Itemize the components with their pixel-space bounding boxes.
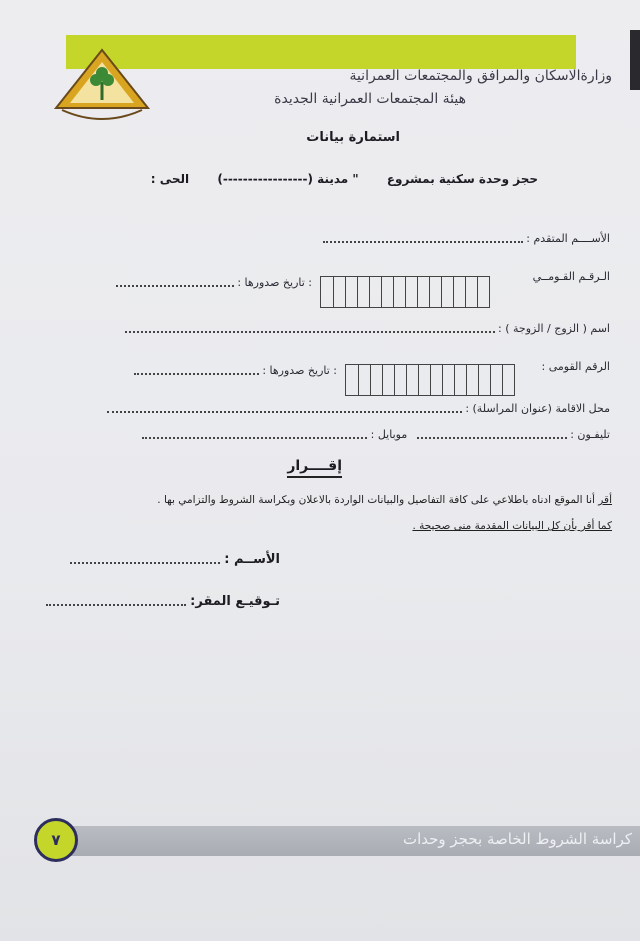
signature-sign-label: تـوقيـع المقر: [190, 594, 280, 609]
applicant-name-label: الأســــم المتقدم : [526, 232, 610, 245]
residence-label: محل الاقامة (عنوان المراسلة) : [465, 402, 610, 415]
spouse-national-id-boxes[interactable] [345, 364, 515, 396]
spouse-issue-date-row [134, 364, 337, 377]
signature-name-label: الأســم : [224, 552, 280, 567]
mobile-field[interactable] [142, 431, 367, 439]
national-id-label: الـرقـم القـومــي [532, 270, 610, 283]
national-id-label-wrap [533, 270, 610, 283]
page-edge-shadow [630, 30, 640, 90]
applicant-name-row [323, 232, 610, 245]
spouse-name-field[interactable] [125, 325, 495, 333]
spouse-issue-date-field[interactable] [134, 367, 259, 375]
applicant-name-field[interactable] [323, 235, 523, 243]
project-line [127, 172, 538, 186]
declaration-line-2: كما أقر بأن كل البيانات المقدمة منى صحيحة . [412, 520, 612, 532]
issue-date-label: : تاريخ صدورها : [237, 276, 312, 289]
issue-date-field[interactable] [116, 279, 234, 287]
authority-name: هيئة المجتمعات العمرانية الجديدة [274, 91, 466, 107]
telephone-label: تليفـون : [570, 428, 610, 441]
spouse-national-id-label-wrap [542, 360, 610, 373]
declaration-title: إقــــرار [287, 458, 342, 478]
mobile-label: موبايل : [370, 428, 408, 441]
page-number: ٧ [34, 818, 78, 862]
issue-date-row [116, 276, 312, 289]
project-district-label: الحى : [150, 172, 190, 186]
spouse-issue-date-label: : تاريخ صدورها : [262, 364, 337, 377]
declaration-line-1-text: أنا الموقع ادناه باطلاعي على كافة التفاصيل والبيانات الواردة بالاعلان وبكراسة الشروط والتزامي بها . [157, 494, 599, 506]
national-id-boxes[interactable] [320, 276, 490, 308]
declaration-prefix: أقر [598, 494, 612, 506]
spouse-national-id-label: الرقم القومى : [541, 360, 610, 373]
telephone-row [142, 428, 610, 441]
project-city-label: " مدينة (-----------------) [217, 172, 359, 186]
form-title: استمارة بيانات [306, 130, 400, 145]
residence-field[interactable] [107, 405, 462, 413]
spouse-name-label: اسم ( الزوج / الزوجة ) : [498, 322, 610, 335]
signature-sign-field[interactable] [46, 598, 186, 606]
residence-row [107, 402, 610, 415]
signature-sign-row [46, 594, 280, 609]
spouse-name-row [125, 322, 610, 335]
signature-name-field[interactable] [70, 556, 220, 564]
declaration-line-1 [157, 494, 612, 506]
footer-title: كراسة الشروط الخاصة بحجز وحدات [402, 830, 632, 848]
ministry-name: وزارةالاسكان والمرافق والمجتمعات العمرانية [349, 68, 612, 84]
telephone-field[interactable] [417, 431, 567, 439]
project-booking-label: حجز وحدة سكنية بمشروع [386, 172, 538, 186]
signature-name-row [70, 552, 280, 567]
tree-in-triangle-icon [52, 48, 152, 126]
